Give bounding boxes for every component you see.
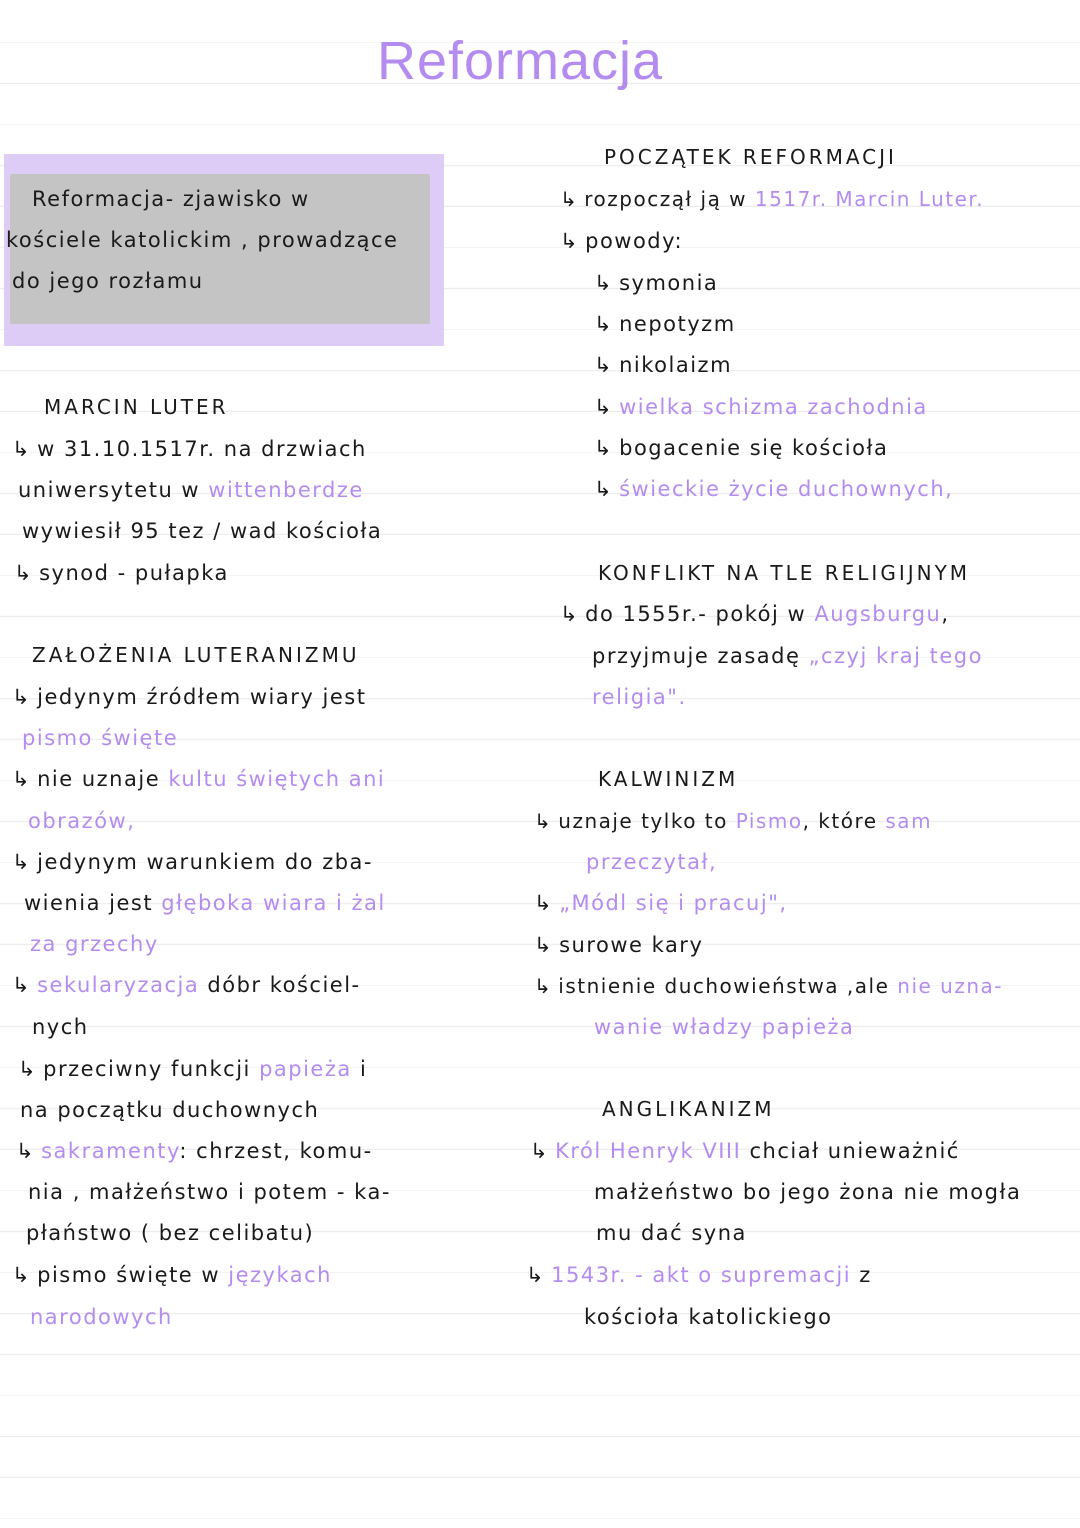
poczatek-line-1: ↳ rozpoczął ją w 1517r. Marcin Luter. [560, 184, 984, 214]
kalwinizm-line-3: ↳ „Módl się i pracuj", [534, 888, 788, 918]
zalozenia-line-4: obrazów, [28, 809, 136, 833]
reason-6: ↳ świeckie życie duchownych, [594, 474, 953, 504]
curved-arrow-icon: ↳ [560, 187, 579, 211]
zalozenia-line-1: ↳ jedynym źródłem wiary jest [12, 682, 366, 712]
anglikanizm-line-4: ↳ 1543r. - akt o supremacji z [526, 1260, 872, 1290]
curved-arrow-icon: ↳ [12, 850, 32, 874]
zalozenia-line-14: płaństwo ( bez celibatu) [26, 1221, 315, 1245]
zalozenia-line-5: ↳ jedynym warunkiem do zba- [12, 847, 373, 877]
curved-arrow-icon: ↳ [18, 1057, 38, 1081]
kalwinizm-line-6: wanie władzy papieża [594, 1015, 855, 1039]
hook-arrow-icon: ↳ [594, 436, 614, 460]
anglikanizm-line-5: kościoła katolickiego [584, 1305, 833, 1329]
luter-heading: MARCIN LUTER [44, 395, 229, 419]
reason-3: ↳ nikolaizm [594, 350, 732, 380]
kalwinizm-line-1: ↳ uznaje tylko to Pismo, które sam [534, 806, 932, 836]
curved-arrow-icon: ↳ [534, 891, 554, 915]
curved-arrow-icon: ↳ [526, 1263, 546, 1287]
poczatek-line-2: ↳ powody: [560, 226, 683, 256]
kalwinizm-line-4: ↳ surowe kary [534, 930, 703, 960]
poczatek-heading: POCZĄTEK REFORMACJI [604, 145, 897, 169]
zalozenia-line-3: ↳ nie uznaje kultu świętych ani [12, 764, 385, 794]
hook-arrow-icon: ↳ [594, 312, 614, 336]
zalozenia-line-10: ↳ przeciwny funkcji papieża i [18, 1054, 367, 1084]
curved-arrow-icon: ↳ [12, 437, 32, 461]
zalozenia-line-11: na początku duchownych [20, 1098, 320, 1122]
definition-line-2: kościele katolickim , prowadzące [6, 228, 399, 252]
hook-arrow-icon: ↳ [594, 477, 614, 501]
hook-arrow-icon: ↳ [594, 353, 614, 377]
curved-arrow-icon: ↳ [12, 767, 32, 791]
zalozenia-line-15: ↳ pismo święte w językach [12, 1260, 332, 1290]
zalozenia-line-9: nych [32, 1015, 89, 1039]
zalozenia-line-16: narodowych [30, 1305, 173, 1329]
curved-arrow-icon: ↳ [560, 229, 580, 253]
konflikt-line-1: ↳ do 1555r.- pokój w Augsburgu, [560, 599, 950, 629]
kalwinizm-heading: KALWINIZM [598, 767, 739, 791]
curved-arrow-icon: ↳ [534, 933, 554, 957]
zalozenia-line-2: pismo święte [22, 726, 179, 750]
kalwinizm-line-5: ↳ istnienie duchowieństwa ,ale nie uzna- [534, 971, 1003, 1001]
reason-5: ↳ bogacenie się kościoła [594, 433, 888, 463]
konflikt-line-3: religia". [592, 685, 687, 709]
zalozenia-heading: ZAŁOŻENIA LUTERANIZMU [32, 643, 360, 667]
zalozenia-line-6: wienia jest głęboka wiara i żal [24, 891, 386, 915]
konflikt-heading: KONFLIKT NA TLE RELIGIJNYM [598, 561, 971, 585]
anglikanizm-line-1: ↳ Król Henryk VIII chciał unieważnić [530, 1136, 960, 1166]
curved-arrow-icon: ↳ [12, 1263, 32, 1287]
curved-arrow-icon: ↳ [560, 602, 580, 626]
hook-arrow-icon: ↳ [594, 395, 614, 419]
hook-arrow-icon: ↳ [594, 271, 614, 295]
konflikt-line-2: przyjmuje zasadę „czyj kraj tego [592, 644, 983, 668]
curved-arrow-icon: ↳ [12, 973, 32, 997]
luter-line-4: ↳ synod - pułapka [14, 558, 229, 588]
curved-arrow-icon: ↳ [12, 685, 32, 709]
definition-line-1: Reformacja- zjawisko w [32, 187, 310, 211]
kalwinizm-line-2: przeczytał, [586, 850, 718, 874]
anglikanizm-line-2: małżeństwo bo jego żona nie mogła [594, 1180, 1022, 1204]
anglikanizm-heading: ANGLIKANIZM [602, 1097, 775, 1121]
curved-arrow-icon: ↳ [530, 1139, 550, 1163]
reason-4: ↳ wielka schizma zachodnia [594, 392, 928, 422]
curved-arrow-icon: ↳ [534, 974, 553, 998]
zalozenia-line-13: nia , małżeństwo i potem - ka- [28, 1180, 391, 1204]
curved-arrow-icon: ↳ [16, 1139, 36, 1163]
curved-arrow-icon: ↳ [14, 561, 34, 585]
page-title: Reformacja [376, 31, 664, 91]
zalozenia-line-7: za grzechy [30, 932, 159, 956]
reason-2: ↳ nepotyzm [594, 309, 736, 339]
luter-line-2: uniwersytetu w wittenberdze [18, 478, 364, 502]
definition-line-3: do jego rozłamu [12, 269, 204, 293]
reason-1: ↳ symonia [594, 268, 718, 298]
anglikanizm-line-3: mu dać syna [596, 1221, 747, 1245]
curved-arrow-icon: ↳ [534, 809, 553, 833]
zalozenia-line-8: ↳ sekularyzacja dóbr kościel- [12, 970, 361, 1000]
zalozenia-line-12: ↳ sakramenty: chrzest, komu- [16, 1136, 373, 1166]
luter-line-3: wywiesił 95 tez / wad kościoła [22, 519, 383, 543]
luter-line-1: ↳ w 31.10.1517r. na drzwiach [12, 434, 367, 464]
